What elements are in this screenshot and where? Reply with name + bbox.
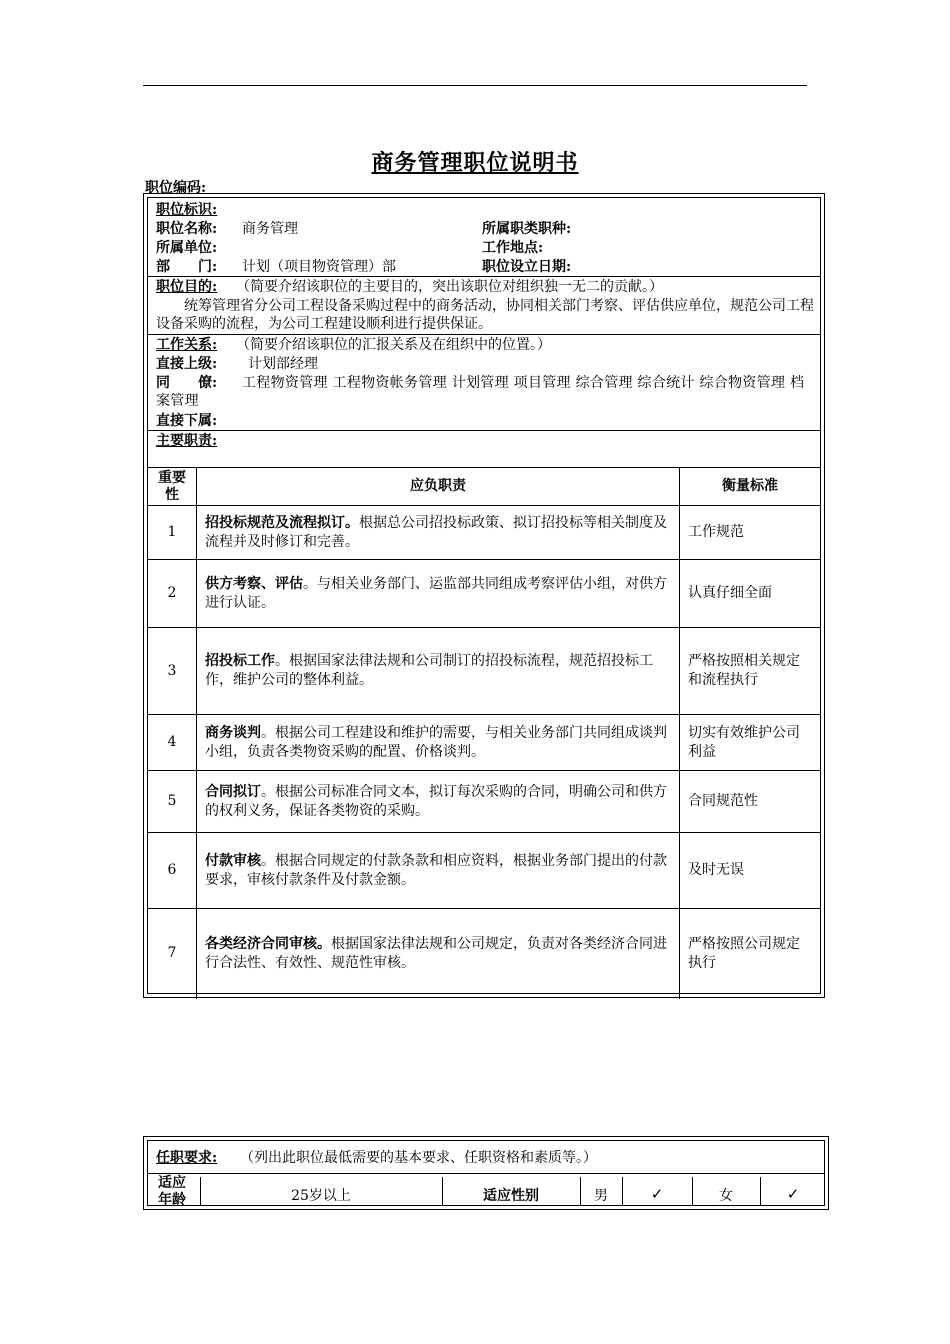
duty-text: 。根据公司工程建设和维护的需要，与相关业务部门共同组成谈判小组，负责各类物资采购的配置、价格谈判。: [205, 724, 667, 760]
standard-cell: 工作规范: [680, 506, 821, 560]
requirements-hint: （列出此职位最低需要的基本要求、任职资格和素质等。）: [240, 1150, 597, 1166]
duties-label: 主要职责:: [156, 433, 218, 449]
duty-cell: [197, 833, 680, 909]
duty-cell: [197, 771, 680, 833]
divider: [148, 276, 820, 277]
row-number: 4: [148, 715, 197, 771]
category-label: 所属职类职种:: [482, 221, 572, 237]
table-row: [148, 771, 820, 833]
requirements-inner: [147, 1140, 825, 1206]
col-importance: 重要性: [148, 468, 197, 506]
duty-title: 各类经济合同审核。: [205, 935, 331, 952]
duties-table: [148, 467, 820, 999]
female-check-icon: ✓: [786, 1185, 800, 1203]
table-row: [148, 506, 820, 560]
page-title: 商务管理职位说明书: [371, 150, 579, 176]
position-name-label: 职位名称:: [156, 221, 218, 237]
duty-cell: [197, 560, 680, 628]
location-label: 工作地点:: [482, 240, 544, 256]
standard-cell: 严格按照公司规定执行: [680, 909, 821, 999]
purpose-label: 职位目的:: [156, 279, 218, 295]
duty-cell: [197, 506, 680, 560]
female-label: 女: [719, 1188, 733, 1204]
standard-cell: 切实有效维护公司利益: [680, 715, 821, 771]
duty-title: 供方考察、评估: [205, 575, 303, 592]
requirements-label: 任职要求:: [156, 1150, 218, 1166]
peers-value: 工程物资管理 工程物资帐务管理 计划管理 项目管理 综合管理 综合统计 综合物资管理 档案管理: [156, 375, 805, 409]
duty-cell: [197, 628, 680, 715]
duty-text: 。根据公司标准合同文本，拟订每次采购的合同，明确公司和供方的权利义务，保证各类物资的采购。: [205, 783, 667, 819]
identity-section-label: 职位标识:: [156, 202, 218, 218]
table-row: [148, 833, 820, 909]
job-description-inner: [147, 197, 821, 994]
standard-cell: 合同规范性: [680, 771, 821, 833]
standard-cell: 及时无误: [680, 833, 821, 909]
department-label: 部 门:: [156, 259, 218, 275]
col-standard: 衡量标准: [680, 468, 821, 506]
superior-label: 直接上级:: [156, 356, 218, 372]
duty-text: 根据国家法律法规和公司规定，负责对各类经济合同进行合法性、有效性、规范性审核。: [205, 935, 667, 971]
divider: [148, 1173, 824, 1174]
row-number: 7: [148, 909, 197, 999]
male-label: 男: [594, 1188, 608, 1204]
standard-cell: 严格按照相关规定和流程执行: [680, 628, 821, 715]
duty-text: 。根据国家法律法规和公司制订的招投标流程，规范招投标工作，维护公司的整体利益。: [205, 653, 653, 688]
divider: [148, 430, 820, 431]
position-code-label: 职位编码:: [145, 180, 207, 196]
peers-label: 同 僚:: [156, 375, 218, 391]
table-row: [148, 628, 820, 715]
unit-label: 所属单位:: [156, 240, 218, 256]
row-number: 6: [148, 833, 197, 909]
male-check-icon: ✓: [650, 1185, 664, 1203]
subordinate-label: 直接下属:: [156, 413, 218, 429]
duty-title: 付款审核: [205, 852, 261, 869]
table-row: [148, 715, 820, 771]
duty-title: 商务谈判: [205, 724, 261, 741]
standard-cell: 认真仔细全面: [680, 560, 821, 628]
table-row: [148, 909, 820, 999]
row-number: 1: [148, 506, 197, 560]
row-number: 3: [148, 628, 197, 715]
purpose-text: 统筹管理省分公司工程设备采购过程中的商务活动，协同相关部门考察、评估供应单位，规范公司工程设备采购的流程，为公司工程建设顺利进行提供保证。: [156, 298, 814, 332]
row-number: 2: [148, 560, 197, 628]
gender-label: 适应性别: [483, 1188, 539, 1204]
purpose-hint: （简要介绍该职位的主要目的，突出该职位对组织独一无二的贡献。）: [236, 279, 663, 295]
col-duty: 应负职责: [197, 468, 680, 506]
duty-cell: [197, 715, 680, 771]
requirements-box: [143, 1136, 829, 1210]
duty-text: 。与相关业务部门、运监部共同组成考察评估小组，对供方进行认证。: [205, 575, 667, 611]
relations-label: 工作关系:: [156, 337, 218, 353]
duty-title: 招投标工作: [205, 653, 275, 669]
divider: [148, 334, 820, 335]
table-row: [148, 560, 820, 628]
relations-hint: （简要介绍该职位的汇报关系及在组织中的位置。）: [236, 337, 551, 353]
age-value: 25岁以上: [291, 1188, 351, 1204]
row-number: 5: [148, 771, 197, 833]
header-rule: [143, 85, 807, 86]
duty-text: 根据总公司招投标政策、拟订招投标等相关制度及流程并及时修订和完善。: [205, 514, 667, 550]
duty-cell: [197, 909, 680, 999]
established-date-label: 职位设立日期:: [482, 259, 572, 275]
duty-title: 合同拟订: [205, 783, 261, 800]
position-name-value: 商务管理: [242, 221, 298, 237]
duties-header-row: [148, 468, 820, 506]
job-description-box: [143, 193, 825, 998]
superior-value: 计划部经理: [248, 356, 318, 372]
age-label: 适应年龄: [158, 1175, 186, 1208]
duty-text: 。根据合同规定的付款条款和相应资料，根据业务部门提出的付款要求，审核付款条件及付款金额。: [205, 852, 667, 888]
department-value: 计划（项目物资管理）部: [242, 259, 396, 275]
duty-title: 招投标规范及流程拟订。: [205, 514, 359, 531]
